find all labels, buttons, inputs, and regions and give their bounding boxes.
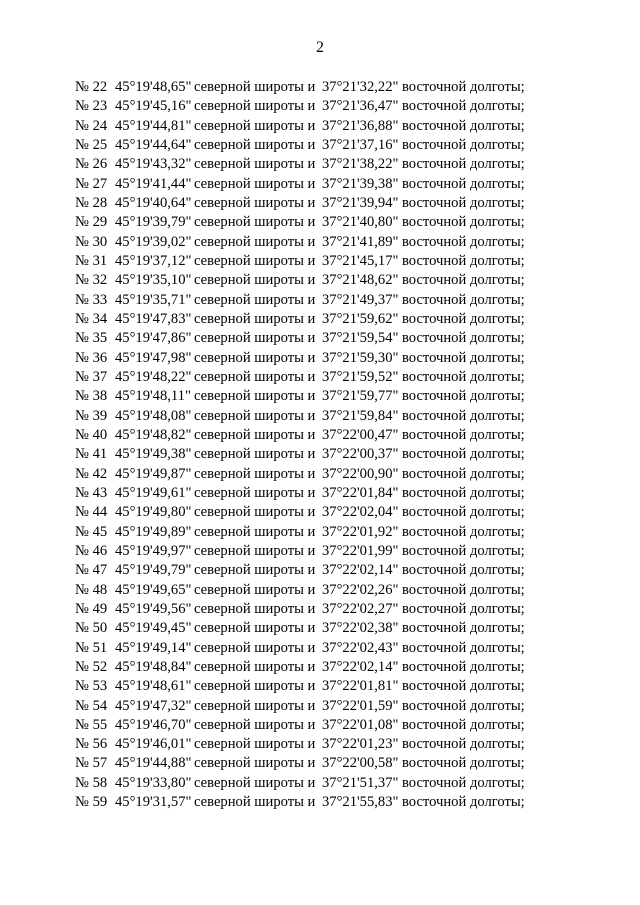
coordinate-row	[75, 600, 575, 619]
longitude-value: 37°21'49,37"	[322, 291, 399, 308]
longitude-value: 37°21'32,22"	[322, 79, 399, 95]
coordinate-row	[75, 252, 575, 271]
longitude-label: восточной долготы;	[402, 349, 525, 366]
latitude-value: 45°19'33,80"	[115, 774, 192, 791]
longitude-value: 37°22'01,08"	[322, 716, 399, 733]
latitude-value: 45°19'48,84"	[115, 658, 192, 675]
latitude-value: 45°19'49,14"	[115, 639, 192, 656]
latitude-value: 45°19'48,82"	[115, 426, 192, 443]
coordinate-row	[75, 503, 575, 522]
coordinate-row	[75, 97, 575, 116]
latitude-label: северной широты и	[194, 349, 316, 366]
latitude-label: северной широты и	[194, 175, 316, 192]
latitude-value: 45°19'44,64"	[115, 136, 192, 153]
latitude-label: северной широты и	[194, 426, 316, 443]
longitude-value: 37°22'01,99"	[322, 542, 399, 559]
coordinate-row	[75, 465, 575, 484]
longitude-label: восточной долготы;	[402, 368, 525, 385]
longitude-label: восточной долготы;	[402, 581, 525, 598]
coordinate-row	[75, 136, 575, 155]
latitude-label: северной широты и	[194, 697, 316, 714]
coordinate-row	[75, 213, 575, 232]
longitude-label: восточной долготы;	[402, 310, 525, 327]
point-number: № 35	[75, 330, 108, 347]
latitude-label: северной широты и	[194, 156, 316, 173]
latitude-value: 45°19'44,88"	[115, 755, 192, 772]
point-number: № 36	[75, 349, 108, 366]
longitude-value: 37°22'02,04"	[322, 504, 399, 521]
coordinate-row	[75, 349, 575, 368]
longitude-label: восточной долготы;	[402, 272, 525, 289]
latitude-value: 45°19'49,97"	[115, 542, 192, 559]
latitude-label: северной широты и	[194, 774, 316, 791]
latitude-value: 45°19'49,79"	[115, 562, 192, 579]
coordinate-row	[75, 619, 575, 638]
coordinate-row	[75, 368, 575, 387]
latitude-value: 45°19'47,98"	[115, 349, 192, 366]
latitude-label: северной широты и	[194, 794, 316, 811]
latitude-label: северной широты и	[194, 484, 316, 501]
longitude-value: 37°22'00,37"	[322, 446, 399, 463]
longitude-value: 37°21'36,88"	[322, 117, 399, 134]
longitude-value: 37°22'02,14"	[322, 658, 399, 675]
point-number: № 25	[75, 136, 108, 153]
latitude-label: северной широты и	[194, 542, 316, 559]
coordinate-row	[75, 310, 575, 329]
point-number: № 59	[75, 794, 108, 811]
coordinate-row	[75, 78, 575, 97]
longitude-value: 37°22'00,90"	[322, 465, 399, 482]
point-number: № 48	[75, 581, 108, 598]
latitude-label: северной широты и	[194, 310, 316, 327]
point-number: № 24	[75, 117, 108, 134]
latitude-label: северной широты и	[194, 194, 316, 211]
latitude-value: 45°19'48,08"	[115, 407, 192, 424]
longitude-value: 37°22'01,92"	[322, 523, 399, 540]
longitude-label: восточной долготы;	[402, 446, 525, 463]
latitude-label: северной широты и	[194, 98, 316, 115]
latitude-value: 45°19'49,65"	[115, 581, 192, 598]
latitude-label: северной широты и	[194, 581, 316, 598]
coordinate-row	[75, 387, 575, 406]
latitude-label: северной широты и	[194, 233, 316, 250]
longitude-value: 37°22'01,81"	[322, 678, 399, 695]
point-number: № 40	[75, 426, 108, 443]
latitude-value: 45°19'49,87"	[115, 465, 192, 482]
coordinate-list	[75, 78, 575, 812]
coordinate-row	[75, 271, 575, 290]
longitude-label: восточной долготы;	[402, 175, 525, 192]
point-number: № 49	[75, 600, 108, 617]
latitude-label: северной широты и	[194, 658, 316, 675]
latitude-label: северной широты и	[194, 291, 316, 308]
latitude-value: 45°19'46,70"	[115, 716, 192, 733]
coordinate-row	[75, 484, 575, 503]
longitude-label: восточной долготы;	[402, 79, 525, 95]
latitude-label: северной широты и	[194, 252, 316, 269]
longitude-label: восточной долготы;	[402, 214, 525, 231]
latitude-value: 45°19'49,89"	[115, 523, 192, 540]
latitude-label: северной широты и	[194, 330, 316, 347]
latitude-label: северной широты и	[194, 446, 316, 463]
point-number: № 51	[75, 639, 108, 656]
longitude-value: 37°21'38,22"	[322, 156, 399, 173]
point-number: № 32	[75, 272, 108, 289]
latitude-label: северной широты и	[194, 79, 316, 95]
coordinate-row	[75, 677, 575, 696]
point-number: № 38	[75, 388, 108, 405]
latitude-value: 45°19'49,80"	[115, 504, 192, 521]
longitude-value: 37°22'01,59"	[322, 697, 399, 714]
latitude-value: 45°19'48,11"	[115, 388, 191, 405]
coordinate-row	[75, 155, 575, 174]
longitude-label: восточной долготы;	[402, 794, 525, 811]
longitude-value: 37°21'36,47"	[322, 98, 399, 115]
latitude-value: 45°19'47,32"	[115, 697, 192, 714]
longitude-label: восточной долготы;	[402, 117, 525, 134]
latitude-label: северной широты и	[194, 368, 316, 385]
longitude-value: 37°22'01,84"	[322, 484, 399, 501]
latitude-label: северной широты и	[194, 600, 316, 617]
longitude-label: восточной долготы;	[402, 426, 525, 443]
coordinate-row	[75, 774, 575, 793]
longitude-label: восточной долготы;	[402, 330, 525, 347]
coordinate-row	[75, 716, 575, 735]
latitude-label: северной широты и	[194, 678, 316, 695]
coordinate-row	[75, 329, 575, 348]
point-number: № 43	[75, 484, 108, 501]
latitude-value: 45°19'44,81"	[115, 117, 192, 134]
latitude-label: северной широты и	[194, 407, 316, 424]
coordinate-row	[75, 233, 575, 252]
longitude-value: 37°21'55,83"	[322, 794, 399, 811]
point-number: № 44	[75, 504, 108, 521]
latitude-value: 45°19'37,12"	[115, 252, 192, 269]
latitude-label: северной широты и	[194, 465, 316, 482]
latitude-label: северной широты и	[194, 136, 316, 153]
latitude-value: 45°19'39,02"	[115, 233, 192, 250]
coordinate-row	[75, 542, 575, 561]
longitude-label: восточной долготы;	[402, 388, 525, 405]
point-number: № 56	[75, 736, 108, 753]
coordinate-row	[75, 697, 575, 716]
latitude-label: северной широты и	[194, 736, 316, 753]
page-number: 2	[316, 39, 324, 56]
latitude-label: северной широты и	[194, 755, 316, 772]
longitude-value: 37°22'00,47"	[322, 426, 399, 443]
point-number: № 55	[75, 716, 108, 733]
longitude-value: 37°22'02,14"	[322, 562, 399, 579]
longitude-label: восточной долготы;	[402, 542, 525, 559]
coordinate-row	[75, 735, 575, 754]
latitude-label: северной широты и	[194, 388, 316, 405]
longitude-label: восточной долготы;	[402, 156, 525, 173]
point-number: № 53	[75, 678, 108, 695]
longitude-label: восточной долготы;	[402, 600, 525, 617]
latitude-value: 45°19'49,45"	[115, 620, 192, 637]
longitude-label: восточной долготы;	[402, 658, 525, 675]
latitude-label: северной широты и	[194, 716, 316, 733]
coordinate-row	[75, 658, 575, 677]
coordinate-row	[75, 175, 575, 194]
longitude-value: 37°22'02,43"	[322, 639, 399, 656]
longitude-label: восточной долготы;	[402, 523, 525, 540]
coordinate-row	[75, 407, 575, 426]
longitude-label: восточной долготы;	[402, 562, 525, 579]
point-number: № 50	[75, 620, 108, 637]
latitude-value: 45°19'48,61"	[115, 678, 192, 695]
point-number: № 26	[75, 156, 108, 173]
latitude-value: 45°19'49,61"	[115, 484, 192, 501]
latitude-value: 45°19'49,38"	[115, 446, 192, 463]
point-number: № 23	[75, 98, 108, 115]
longitude-label: восточной долготы;	[402, 504, 525, 521]
latitude-value: 45°19'46,01"	[115, 736, 192, 753]
longitude-value: 37°22'02,38"	[322, 620, 399, 637]
longitude-label: восточной долготы;	[402, 465, 525, 482]
longitude-value: 37°22'01,23"	[322, 736, 399, 753]
longitude-label: восточной долготы;	[402, 697, 525, 714]
point-number: № 45	[75, 523, 108, 540]
longitude-value: 37°21'39,38"	[322, 175, 399, 192]
point-number: № 22	[75, 79, 108, 95]
point-number: № 31	[75, 252, 108, 269]
longitude-label: восточной долготы;	[402, 136, 525, 153]
longitude-label: восточной долготы;	[402, 639, 525, 656]
point-number: № 47	[75, 562, 108, 579]
coordinate-row	[75, 523, 575, 542]
latitude-label: северной широты и	[194, 620, 316, 637]
coordinate-row	[75, 793, 575, 812]
coordinate-row	[75, 561, 575, 580]
longitude-label: восточной долготы;	[402, 755, 525, 772]
longitude-label: восточной долготы;	[402, 407, 525, 424]
longitude-value: 37°21'45,17"	[322, 252, 399, 269]
longitude-label: восточной долготы;	[402, 252, 525, 269]
longitude-value: 37°21'48,62"	[322, 272, 399, 289]
point-number: № 46	[75, 542, 108, 559]
latitude-value: 45°19'35,71"	[115, 291, 192, 308]
latitude-value: 45°19'45,16"	[115, 98, 192, 115]
longitude-value: 37°21'37,16"	[322, 136, 399, 153]
longitude-value: 37°21'59,52"	[322, 368, 399, 385]
latitude-label: северной широты и	[194, 639, 316, 656]
latitude-value: 45°19'40,64"	[115, 194, 192, 211]
coordinate-row	[75, 754, 575, 773]
latitude-value: 45°19'31,57"	[115, 794, 192, 811]
longitude-value: 37°21'59,30"	[322, 349, 399, 366]
longitude-value: 37°21'59,84"	[322, 407, 399, 424]
longitude-label: восточной долготы;	[402, 716, 525, 733]
longitude-label: восточной долготы;	[402, 291, 525, 308]
latitude-label: северной широты и	[194, 214, 316, 231]
longitude-value: 37°21'39,94"	[322, 194, 399, 211]
point-number: № 57	[75, 755, 108, 772]
coordinate-row	[75, 445, 575, 464]
coordinate-row	[75, 291, 575, 310]
longitude-value: 37°21'40,80"	[322, 214, 399, 231]
point-number: № 41	[75, 446, 108, 463]
longitude-value: 37°21'59,77"	[322, 388, 399, 405]
longitude-value: 37°22'02,27"	[322, 600, 399, 617]
longitude-label: восточной долготы;	[402, 98, 525, 115]
point-number: № 39	[75, 407, 108, 424]
point-number: № 54	[75, 697, 108, 714]
point-number: № 28	[75, 194, 108, 211]
longitude-value: 37°21'51,37"	[322, 774, 399, 791]
point-number: № 30	[75, 233, 108, 250]
latitude-label: северной широты и	[194, 504, 316, 521]
point-number: № 33	[75, 291, 108, 308]
latitude-value: 45°19'39,79"	[115, 214, 192, 231]
latitude-label: северной широты и	[194, 272, 316, 289]
latitude-value: 45°19'49,56"	[115, 600, 192, 617]
latitude-value: 45°19'48,22"	[115, 368, 192, 385]
point-number: № 27	[75, 175, 108, 192]
latitude-value: 45°19'47,86"	[115, 330, 192, 347]
latitude-value: 45°19'47,83"	[115, 310, 192, 327]
point-number: № 42	[75, 465, 108, 482]
longitude-value: 37°22'02,26"	[322, 581, 399, 598]
latitude-label: северной широты и	[194, 117, 316, 134]
coordinate-row	[75, 117, 575, 136]
latitude-label: северной широты и	[194, 523, 316, 540]
latitude-label: северной широты и	[194, 562, 316, 579]
longitude-label: восточной долготы;	[402, 774, 525, 791]
point-number: № 58	[75, 774, 108, 791]
coordinate-row	[75, 426, 575, 445]
latitude-value: 45°19'43,32"	[115, 156, 192, 173]
latitude-value: 45°19'41,44"	[115, 175, 192, 192]
longitude-value: 37°21'41,89"	[322, 233, 399, 250]
coordinate-row	[75, 194, 575, 213]
latitude-value: 45°19'35,10"	[115, 272, 192, 289]
longitude-label: восточной долготы;	[402, 194, 525, 211]
point-number: № 37	[75, 368, 108, 385]
longitude-value: 37°21'59,54"	[322, 330, 399, 347]
latitude-value: 45°19'48,65"	[115, 79, 192, 95]
point-number: № 34	[75, 310, 108, 327]
longitude-label: восточной долготы;	[402, 736, 525, 753]
coordinate-row	[75, 581, 575, 600]
point-number: № 52	[75, 658, 108, 675]
longitude-label: восточной долготы;	[402, 678, 525, 695]
longitude-label: восточной долготы;	[402, 233, 525, 250]
point-number: № 29	[75, 214, 108, 231]
coordinate-row	[75, 639, 575, 658]
longitude-label: восточной долготы;	[402, 620, 525, 637]
longitude-label: восточной долготы;	[402, 484, 525, 501]
longitude-value: 37°22'00,58"	[322, 755, 399, 772]
longitude-value: 37°21'59,62"	[322, 310, 399, 327]
